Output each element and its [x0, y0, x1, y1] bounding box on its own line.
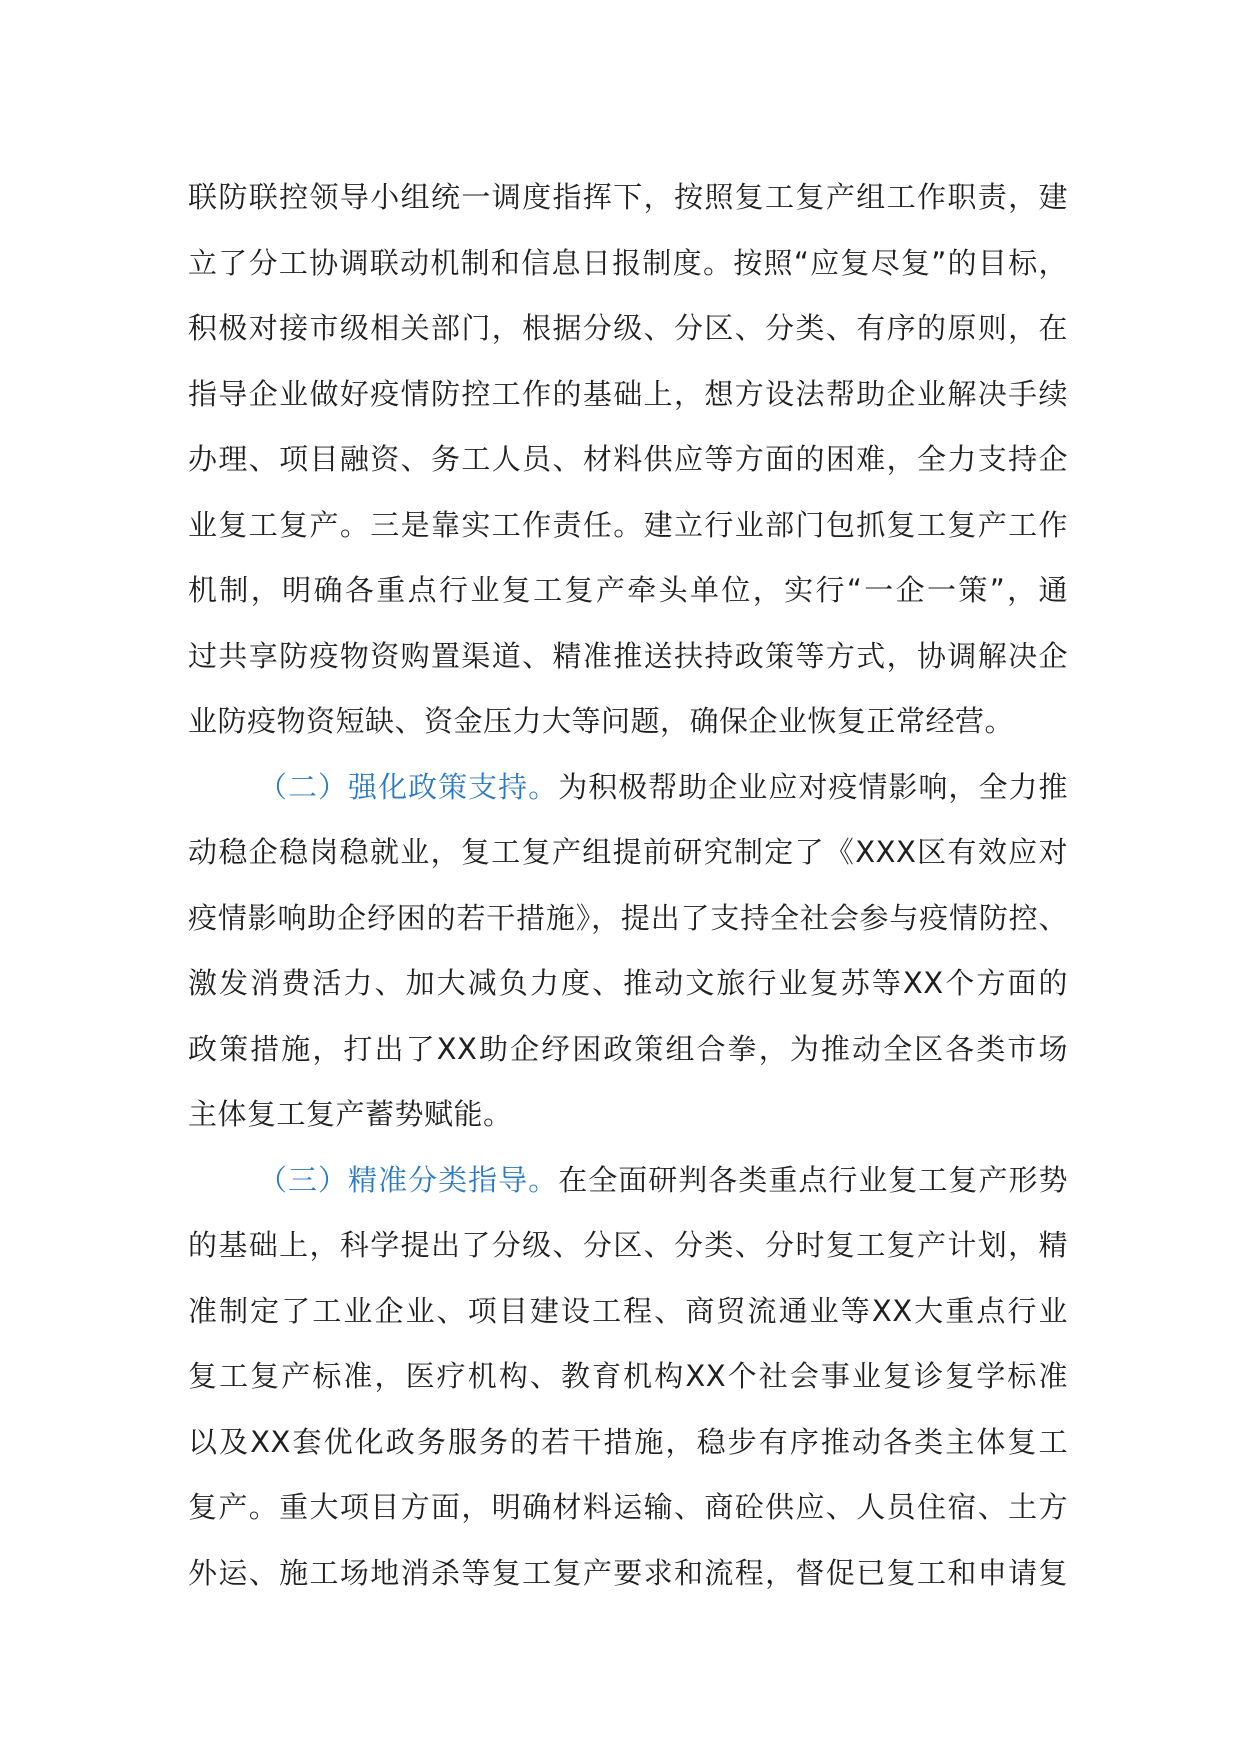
paragraph-line: 主体复工复产蓄势赋能。	[188, 1097, 513, 1131]
paragraph-line: 准制定了工业企业、项目建设工程、商贸流通业等XX大重点行业	[188, 1293, 1068, 1328]
paragraph-line: 复工复产标准，医疗机构、教育机构XX个社会事业复诊复学标准	[188, 1359, 1068, 1393]
paragraph-line: 的基础上，科学提出了分级、分区、分类、分时复工复产计划，精	[188, 1228, 1068, 1262]
paragraph-line: 复产。重大项目方面，明确材料运输、商砼供应、人员住宿、土方	[188, 1490, 1068, 1524]
section-heading: （三）精准分类指导。	[258, 1162, 559, 1197]
paragraph-line: 过共享防疫物资购置渠道、精准推送扶持政策等方式，协调解决企	[188, 638, 1068, 673]
paragraph-text: 在全面研判各类重点行业复工复产形势	[558, 1162, 1068, 1197]
paragraph-line: 指导企业做好疫情防控工作的基础上，想方设法帮助企业解决手续	[188, 376, 1068, 411]
paragraph-line: 疫情影响助企纾困的若干措施》，提出了支持全社会参与疫情防控、	[188, 900, 1068, 935]
paragraph-line: 联防联控领导小组统一调度指挥下，按照复工复产组工作职责，建	[188, 180, 1068, 214]
paragraph-1	[188, 165, 1068, 755]
paragraph-line: 政策措施，打出了XX助企纾困政策组合拳，为推动全区各类市场	[188, 1031, 1068, 1066]
paragraph-3	[188, 1148, 1068, 1607]
paragraph-line: 以及XX套优化政务服务的若干措施，稳步有序推动各类主体复工	[188, 1424, 1068, 1459]
paragraph-first-line	[188, 1148, 1068, 1214]
paragraph-line: 办理、项目融资、务工人员、材料供应等方面的困难，全力支持企	[188, 442, 1068, 476]
document-body	[188, 165, 1068, 1606]
paragraph-2	[188, 755, 1068, 1148]
paragraph-line: 积极对接市级相关部门，根据分级、分区、分类、有序的原则，在	[188, 311, 1068, 345]
paragraph-line: 业复工复产。三是靠实工作责任。建立行业部门包抓复工复产工作	[188, 507, 1068, 542]
section-heading: （二）强化政策支持。	[258, 769, 559, 804]
paragraph-line: 立了分工协调联动机制和信息日报制度。按照“应复尽复”的目标，	[188, 245, 1068, 280]
paragraph-first-line	[188, 755, 1068, 821]
paragraph-line: 外运、施工场地消杀等复工复产要求和流程，督促已复工和申请复	[188, 1555, 1068, 1590]
paragraph-line: 业防疫物资短缺、资金压力大等问题，确保企业恢复正常经营。	[188, 704, 1015, 738]
paragraph-text: 为积极帮助企业应对疫情影响，全力推	[558, 769, 1068, 804]
paragraph-line: 激发消费活力、加大减负力度、推动文旅行业复苏等XX个方面的	[188, 966, 1068, 1000]
paragraph-line: 机制，明确各重点行业复工复产牵头单位，实行“一企一策”，通	[188, 573, 1068, 607]
paragraph-line: 动稳企稳岗稳就业，复工复产组提前研究制定了《XXX区有效应对	[188, 835, 1068, 869]
